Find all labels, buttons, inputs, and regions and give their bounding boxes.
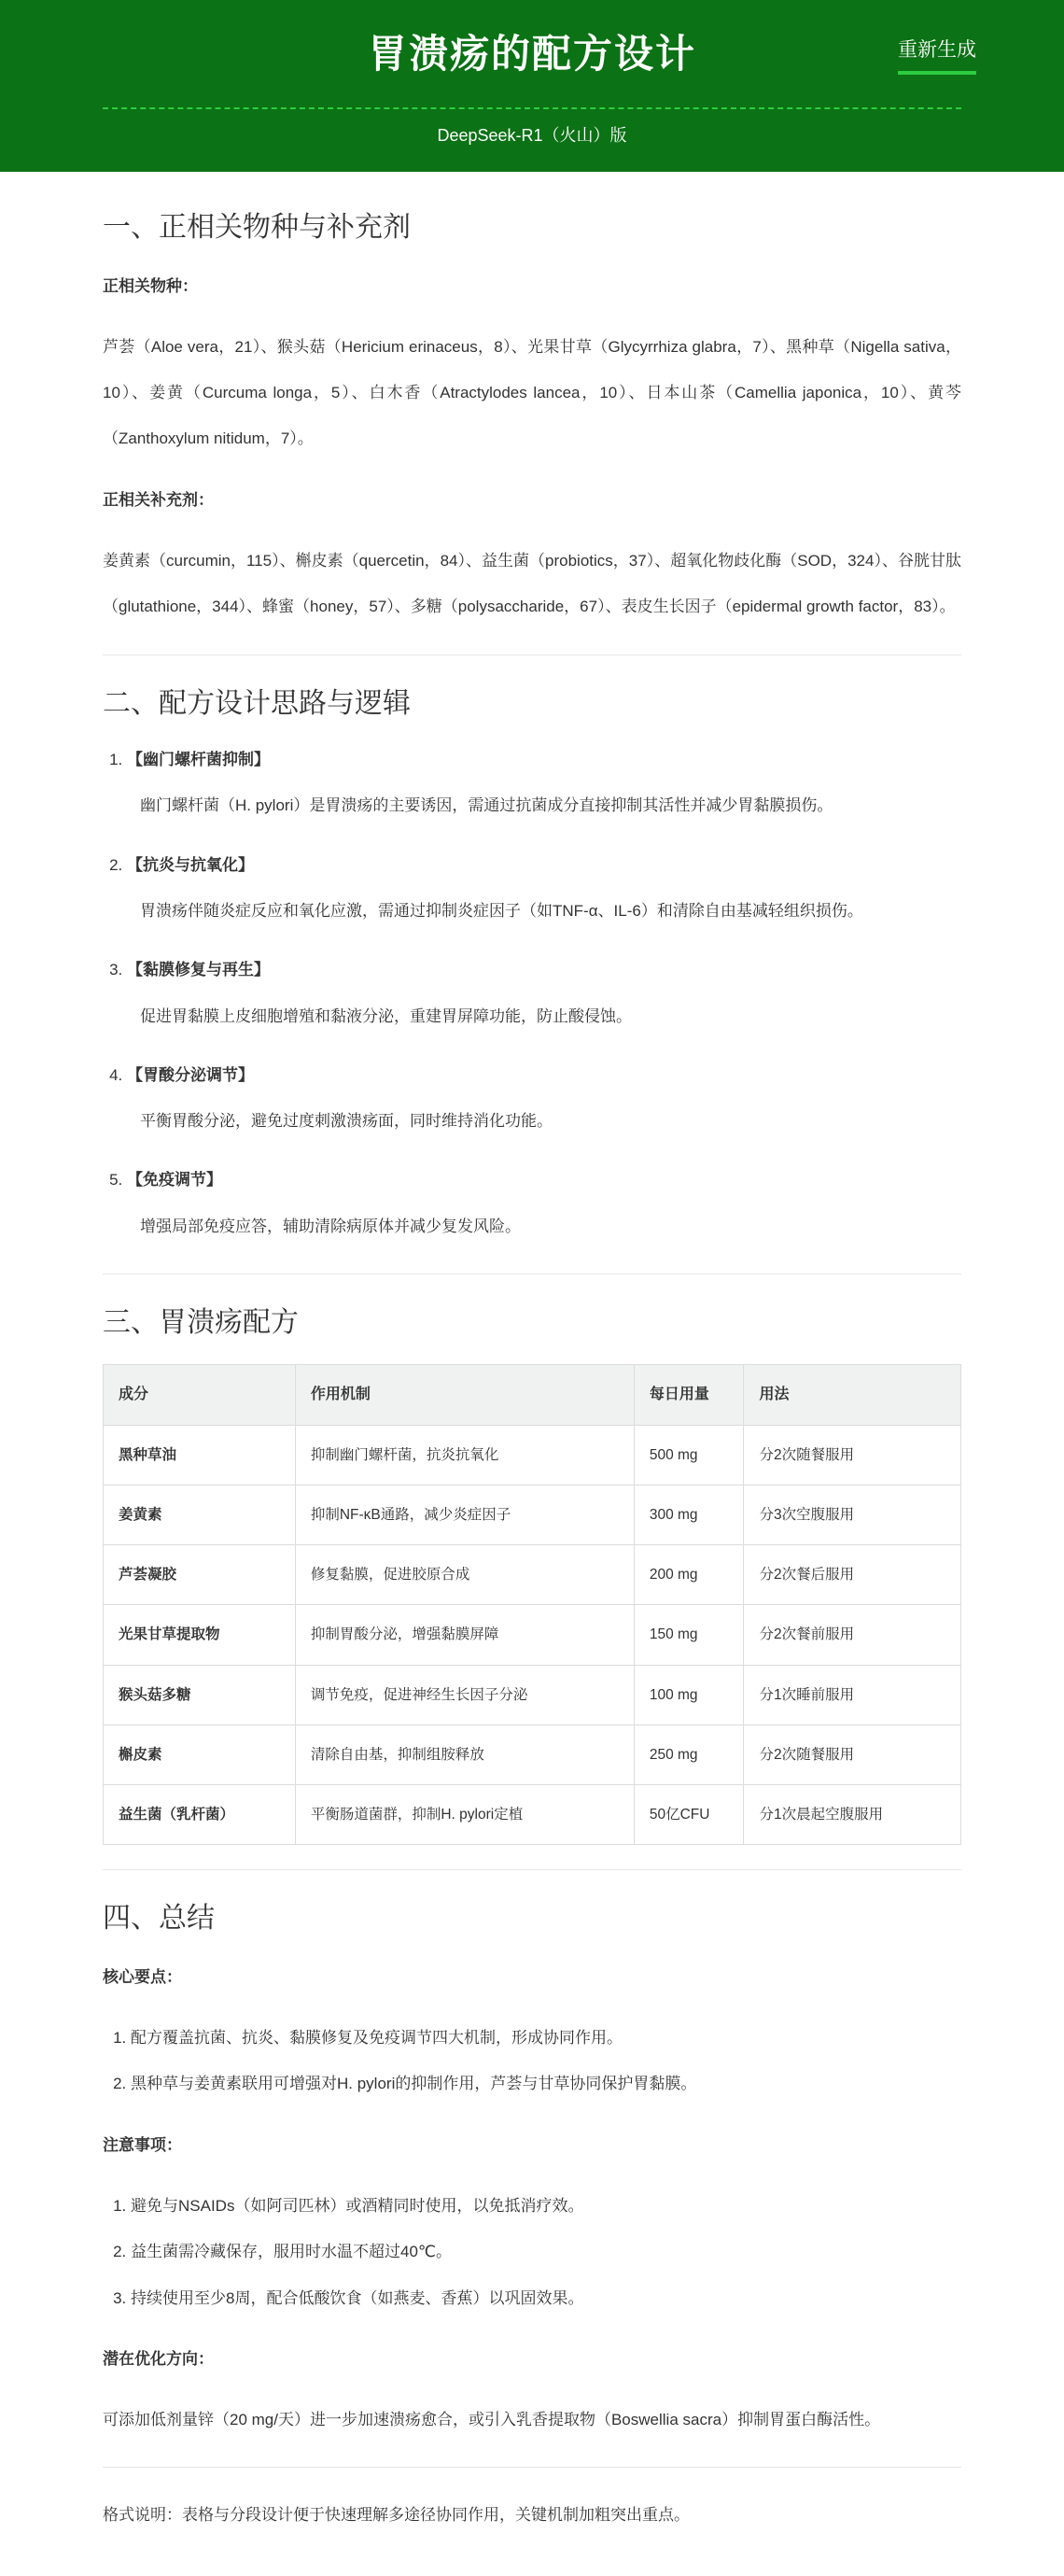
notes-label-text: 注意事项： [103, 2135, 182, 2154]
formula-table [103, 1364, 961, 1846]
logic-item-3 [127, 947, 961, 1039]
section-3-heading: 三、胃溃疡配方 [103, 1307, 299, 1339]
notes-label [103, 2122, 961, 2168]
logic-item-desc: 胃溃疡伴随炎症反应和氧化应激，需通过抑制炎症因子（如TNF-α、IL-6）和清除自由基减轻组织损伤。 [140, 901, 863, 920]
core-points-label-text: 核心要点： [103, 1967, 182, 1986]
species-label-text: 正相关物种： [103, 276, 198, 295]
cell-mechanism: 修复黏膜，促进胶原合成 [295, 1545, 634, 1605]
cell-ingredient: 槲皮素 [104, 1724, 296, 1784]
footer-divider [103, 2467, 961, 2468]
logic-item-title: 【免疫调节】 [127, 1171, 222, 1189]
cell-ingredient: 光果甘草提取物 [104, 1605, 296, 1665]
logic-item-desc: 促进胃黏膜上皮细胞增殖和黏液分泌，重建胃屏障功能，防止酸侵蚀。 [140, 1006, 632, 1025]
section-design-logic [103, 683, 961, 1249]
cell-mechanism: 抑制NF-κB通路，减少炎症因子 [295, 1485, 634, 1544]
cell-dose: 250 mg [634, 1724, 744, 1784]
page-title: 胃溃疡的配方设计 [367, 32, 696, 76]
formula-table-body [104, 1425, 961, 1845]
cell-dose: 300 mg [634, 1485, 744, 1544]
page-footer [103, 2492, 961, 2538]
species-paragraph: 芦荟（Aloe vera，21）、猴头菇（Hericium erinaceus，8）、光果甘草（Glycyrrhiza glabra，7）、黑种草（Nigella sativa，10）、姜黄（Curcuma longa，5）、白木香（Atractylodes lancea，10）、日本山茶（Camellia japonica，10）、黄芩（Zanthoxylum nitidum，7）。 [103, 337, 961, 448]
cell-dose: 50亿CFU [634, 1785, 744, 1845]
cell-mechanism: 抑制幽门螺杆菌，抗炎抗氧化 [295, 1425, 634, 1485]
table-row [104, 1724, 961, 1784]
note-2: 2. 益生菌需冷藏保存，服用时水温不超过40℃。 [131, 2229, 961, 2274]
col-header-mechanism: 作用机制 [295, 1364, 634, 1425]
section-formula [103, 1302, 961, 1845]
cell-dose: 500 mg [634, 1425, 744, 1485]
cell-ingredient: 益生菌（乳杆菌） [104, 1785, 296, 1845]
core-points-list [103, 2015, 961, 2107]
logic-item-1 [127, 737, 961, 829]
species-label [103, 263, 961, 309]
cell-usage: 分2次餐前服用 [744, 1605, 961, 1665]
logic-item-desc: 增强局部免疫应答，辅助清除病原体并减少复发风险。 [140, 1217, 521, 1235]
logic-item-2 [127, 842, 961, 935]
optimization-label-text: 潜在优化方向： [103, 2349, 214, 2368]
cell-dose: 200 mg [634, 1545, 744, 1605]
core-points-label [103, 1954, 961, 2000]
model-version-label: DeepSeek-R1（火山）版 [437, 126, 627, 145]
section-4-heading: 四、总结 [103, 1903, 215, 1935]
cell-mechanism: 抑制胃酸分泌，增强黏膜屏障 [295, 1605, 634, 1665]
cell-usage: 分2次随餐服用 [744, 1425, 961, 1485]
optimization-paragraph: 可添加低剂量锌（20 mg/天）进一步加速溃疡愈合，或引入乳香提取物（Boswellia sacra）抑制胃蛋白酶活性。 [103, 2411, 881, 2429]
supplements-label [103, 477, 961, 523]
logic-item-title: 【幽门螺杆菌抑制】 [127, 751, 270, 769]
col-header-dose: 每日用量 [634, 1364, 744, 1425]
formula-table-head [104, 1364, 961, 1425]
logic-item-5 [127, 1157, 961, 1249]
cell-mechanism: 平衡肠道菌群，抑制H. pylori定植 [295, 1785, 634, 1845]
notes-list [103, 2183, 961, 2321]
cell-dose: 150 mg [634, 1605, 744, 1665]
table-row [104, 1605, 961, 1665]
design-logic-list [103, 737, 961, 1249]
section-positive-species [103, 207, 961, 630]
cell-mechanism: 调节免疫，促进神经生长因子分泌 [295, 1665, 634, 1724]
cell-usage: 分2次随餐服用 [744, 1724, 961, 1784]
core-point-2: 2. 黑种草与姜黄素联用可增强对H. pylori的抑制作用，芦荟与甘草协同保护胃黏膜。 [131, 2061, 961, 2106]
cell-ingredient: 芦荟凝胶 [104, 1545, 296, 1605]
col-header-ingredient: 成分 [104, 1364, 296, 1425]
section-divider [103, 1869, 961, 1870]
table-row [104, 1425, 961, 1485]
col-header-usage: 用法 [744, 1364, 961, 1425]
cell-ingredient: 黑种草油 [104, 1425, 296, 1485]
cell-usage: 分2次餐后服用 [744, 1545, 961, 1605]
document-body [103, 172, 961, 2576]
note-1: 1. 避免与NSAIDs（如阿司匹林）或酒精同时使用，以免抵消疗效。 [131, 2183, 961, 2229]
logic-item-desc: 平衡胃酸分泌，避免过度刺激溃疡面，同时维持消化功能。 [140, 1112, 553, 1131]
logic-item-title: 【黏膜修复与再生】 [127, 961, 270, 979]
regenerate-button[interactable]: 重新生成 [898, 37, 976, 75]
section-1-heading: 一、正相关物种与补充剂 [103, 212, 411, 243]
header-inner [103, 24, 976, 172]
supplements-label-text: 正相关补充剂： [103, 490, 214, 509]
core-point-1: 1. 配方覆盖抗菌、抗炎、黏膜修复及免疫调节四大机制，形成协同作用。 [131, 2015, 961, 2061]
table-row [104, 1485, 961, 1544]
cell-usage: 分1次晨起空腹服用 [744, 1785, 961, 1845]
supplements-paragraph: 姜黄素（curcumin，115）、槲皮素（quercetin，84）、益生菌（probiotics，37）、超氧化物歧化酶（SOD，324）、谷胱甘肽（glutathione，344）、蜂蜜（honey，57）、多糖（polysaccharide，67）、表皮生长因子（epidermal growth factor，83）。 [103, 551, 961, 616]
optimization-label [103, 2336, 961, 2382]
note-3: 3. 持续使用至少8周，配合低酸饮食（如燕麦、香蕉）以巩固效果。 [131, 2275, 961, 2321]
format-note: 格式说明：表格与分段设计便于快速理解多途径协同作用，关键机制加粗突出重点。 [103, 2506, 690, 2525]
table-row [104, 1785, 961, 1845]
cell-ingredient: 猴头菇多糖 [104, 1665, 296, 1724]
cell-dose: 100 mg [634, 1665, 744, 1724]
cell-usage: 分1次睡前服用 [744, 1665, 961, 1724]
logic-item-desc: 幽门螺杆菌（H. pylori）是胃溃疡的主要诱因，需通过抗菌成分直接抑制其活性并减少胃黏膜损伤。 [140, 796, 833, 815]
table-row [104, 1665, 961, 1724]
logic-item-4 [127, 1052, 961, 1145]
cell-usage: 分3次空腹服用 [744, 1485, 961, 1544]
table-header-row [104, 1364, 961, 1425]
logic-item-title: 【抗炎与抗氧化】 [127, 855, 254, 874]
cell-mechanism: 清除自由基，抑制组胺释放 [295, 1724, 634, 1784]
section-2-heading: 二、配方设计思路与逻辑 [103, 687, 411, 719]
logic-item-title: 【胃酸分泌调节】 [127, 1065, 254, 1084]
table-row [104, 1545, 961, 1605]
page-header [0, 0, 1064, 172]
section-summary [103, 1898, 961, 2442]
cell-ingredient: 姜黄素 [104, 1485, 296, 1544]
